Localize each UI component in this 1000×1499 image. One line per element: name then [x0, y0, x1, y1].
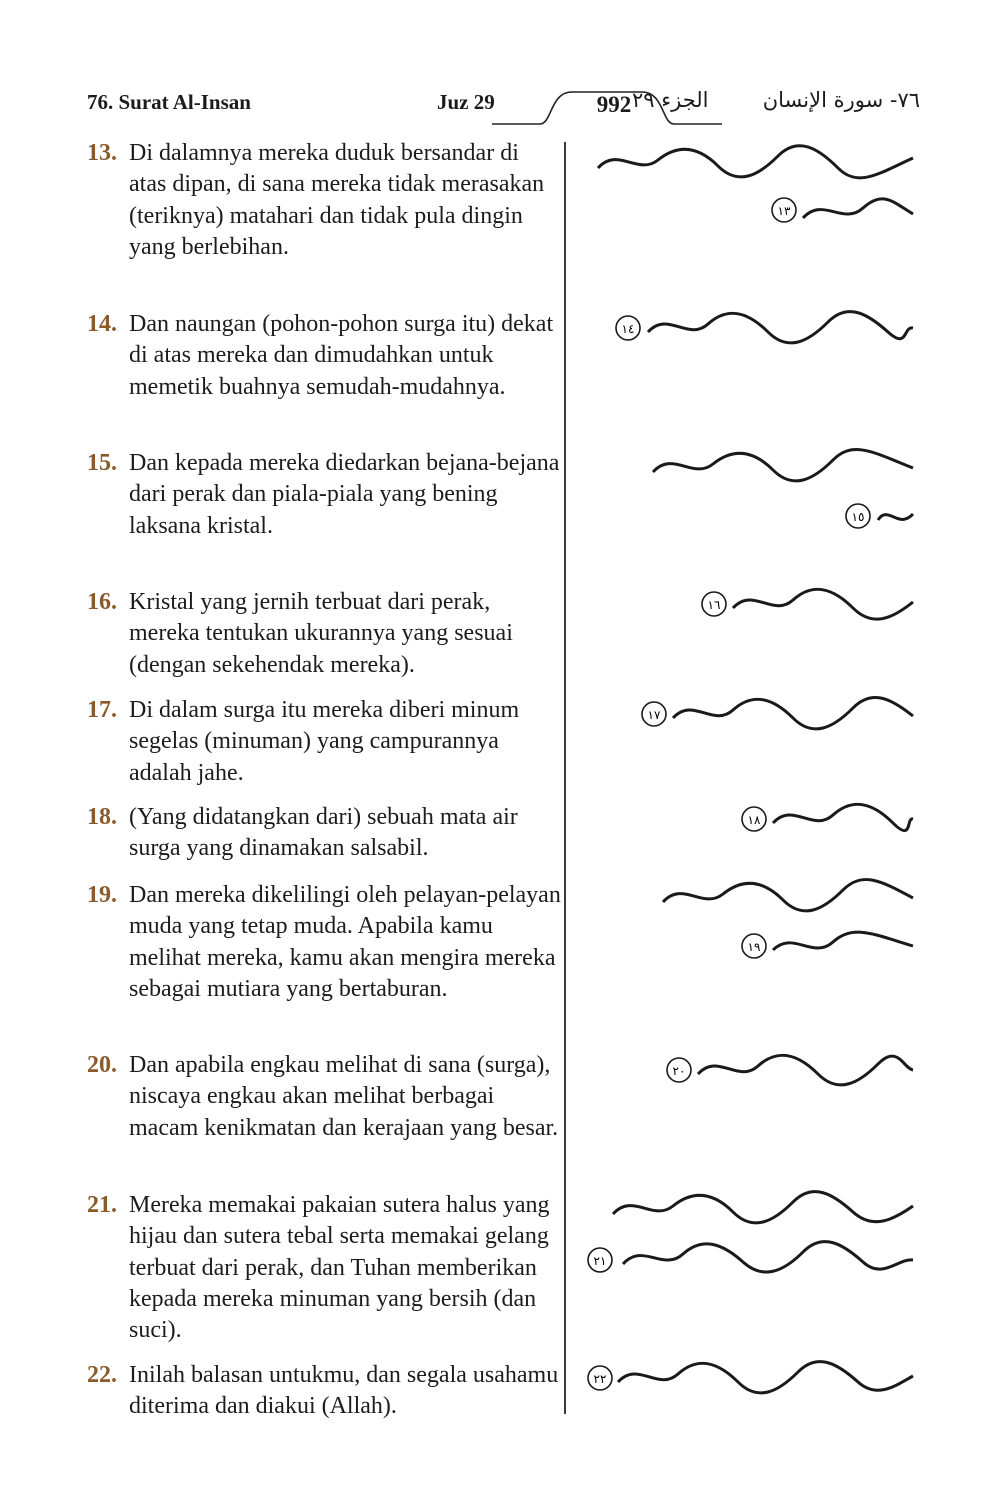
verse-translation-14	[87, 309, 562, 403]
arabic-verse-17	[578, 690, 920, 740]
verse-translation-18	[87, 802, 562, 865]
verse-number: 18.	[87, 804, 117, 830]
juz-label-arabic: الجزء ٢٩	[632, 88, 709, 112]
verse-translation-21	[87, 1190, 562, 1346]
verse-text: Inilah balasan untukmu, dan segala usahamu diterima dan diakui (Allah).	[129, 1362, 559, 1420]
surah-title-arabic: ٧٦- سورة الإنسان	[762, 88, 920, 112]
ayah-marker: ١٥	[851, 510, 865, 524]
arabic-verse-18	[578, 795, 920, 845]
ayah-marker: ٢١	[593, 1254, 607, 1268]
verse-text: Dan apabila engkau melihat di sana (surga), niscaya engkau akan melihat berbagai macam kenikmatan dan kerajaan yang besar.	[129, 1052, 559, 1141]
arabic-verse-14	[578, 304, 920, 354]
verse-text: Di dalamnya mereka duduk bersandar di atas dipan, di sana mereka tidak merasakan (teriknya) matahari dan tidak pula dingin yang berlebihan.	[129, 140, 545, 260]
verse-text: Dan kepada mereka diedarkan bejana-bejana dari perak dan piala-piala yang bening laksana kristal.	[129, 450, 560, 539]
juz-label-latin: Juz 29	[437, 90, 495, 114]
arabic-verse-20	[578, 1046, 920, 1096]
verse-number: 19.	[87, 882, 117, 908]
verse-number: 13.	[87, 140, 117, 166]
ayah-marker: ١٤	[621, 322, 635, 336]
arabic-verse-13	[578, 138, 920, 238]
verse-number: 15.	[87, 450, 117, 476]
ayah-marker: ١٧	[647, 708, 661, 722]
ayah-marker: ١٦	[707, 598, 721, 612]
verse-translation-15	[87, 448, 562, 542]
verse-number: 17.	[87, 697, 117, 723]
arabic-verse-21	[578, 1184, 920, 1284]
verse-number: 20.	[87, 1052, 117, 1078]
verse-number: 21.	[87, 1192, 117, 1218]
page-header	[87, 80, 920, 130]
verse-text: Mereka memakai pakaian sutera halus yang hijau dan sutera tebal serta memakai gelang terbuat dari perak, dan Tuhan memberikan kepada mereka minuman yang bersih (dan suci).	[129, 1192, 550, 1344]
verse-text: Di dalam surga itu mereka diberi minum segelas (minuman) yang campurannya adalah jahe.	[129, 697, 520, 786]
ayah-marker: ١٩	[747, 940, 761, 954]
arabic-verse-16	[578, 580, 920, 630]
verse-translation-17	[87, 695, 562, 789]
ayah-marker: ١٣	[777, 204, 791, 218]
verse-translation-16	[87, 587, 562, 681]
ayah-marker: ١٨	[747, 813, 761, 827]
verse-number: 16.	[87, 589, 117, 615]
verse-number: 14.	[87, 311, 117, 337]
verse-number: 22.	[87, 1362, 117, 1388]
verse-translation-20	[87, 1050, 562, 1144]
ayah-marker: ٢٠	[672, 1064, 686, 1078]
page-number: 992	[596, 92, 632, 117]
arabic-verse-19	[578, 872, 920, 972]
arabic-verse-15	[578, 442, 920, 542]
verse-text: Dan mereka dikelilingi oleh pelayan-pelayan muda yang tetap muda. Apabila kamu melihat mereka, kamu akan mengira mereka sebagai mutiara yang bertaburan.	[129, 882, 561, 1002]
verse-translation-19	[87, 880, 562, 1005]
arabic-verse-22	[578, 1354, 920, 1404]
verse-text: Dan naungan (pohon-pohon surga itu) dekat di atas mereka dan dimudahkan untuk memetik buahnya semudah-mudahnya.	[129, 311, 554, 400]
verse-translation-13	[87, 138, 562, 263]
verse-translation-22	[87, 1360, 562, 1423]
column-divider	[564, 142, 566, 1414]
surah-title-latin: 76. Surat Al-Insan	[87, 90, 251, 114]
ayah-marker: ٢٢	[593, 1372, 607, 1386]
verse-text: (Yang didatangkan dari) sebuah mata air surga yang dinamakan salsabil.	[129, 804, 518, 862]
verse-text: Kristal yang jernih terbuat dari perak, mereka tentukan ukurannya yang sesuai (dengan sekehendak mereka).	[129, 589, 513, 678]
